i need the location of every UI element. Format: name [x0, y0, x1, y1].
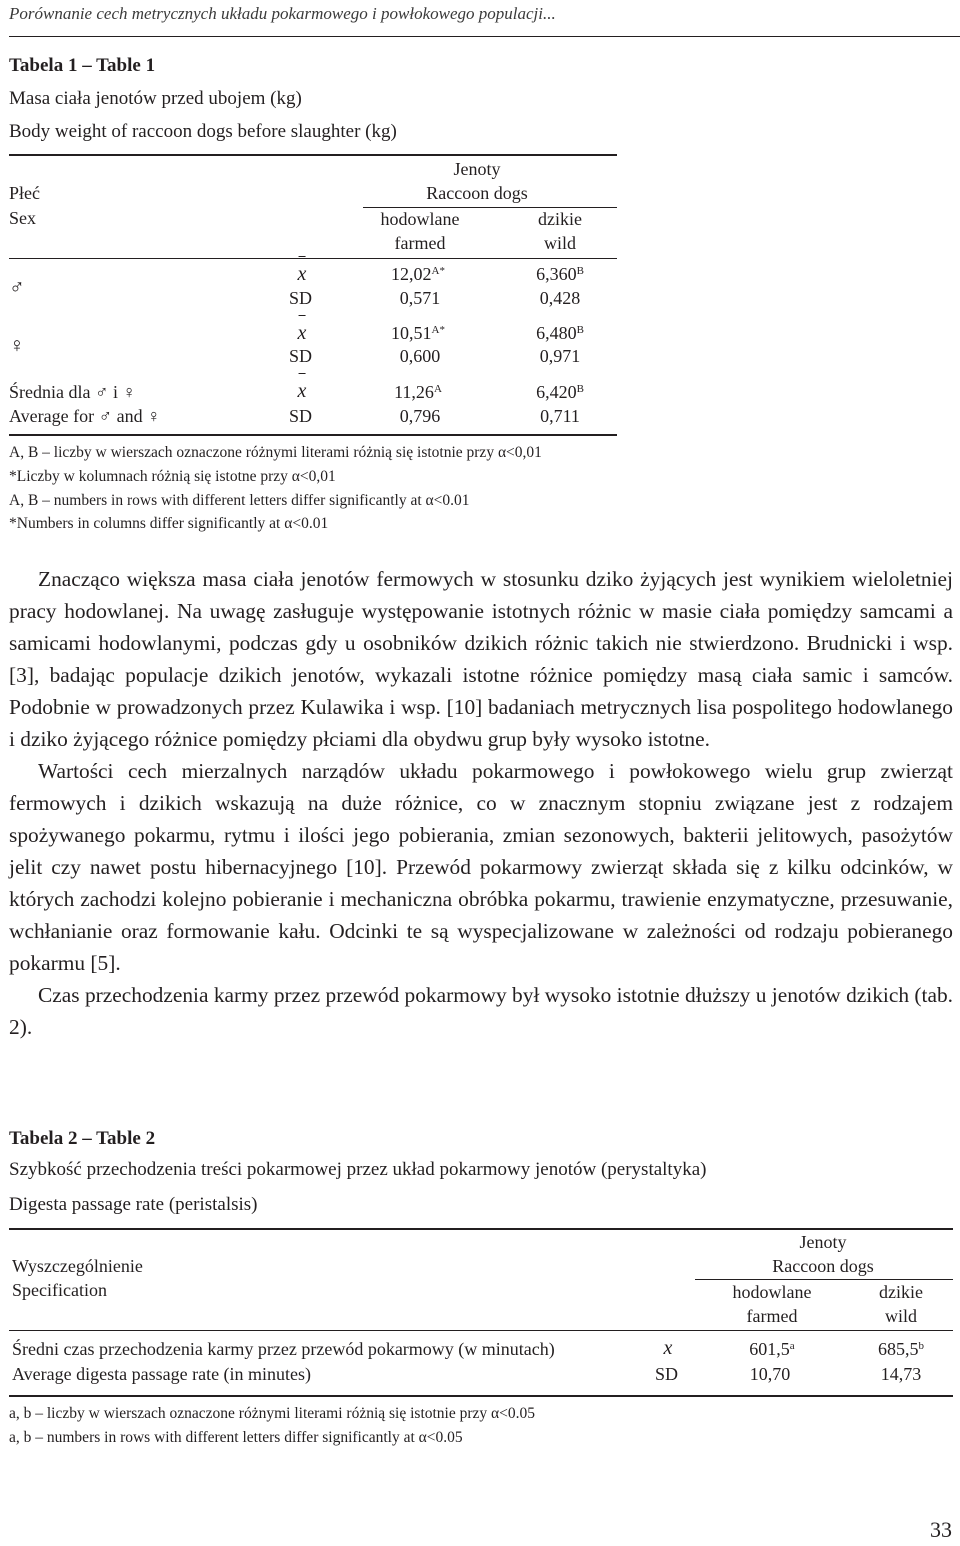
table2-group-rule	[695, 1279, 953, 1280]
table1-note: *Numbers in columns differ significantly at α<0.01	[9, 515, 329, 532]
body-paragraph: Wartości cech mierzalnych narządów układu pokarmowego i powłokowego wielu grup zwierząt fermowych i dzikich wskazują na duże różnice, co w znacznym stopniu związane jest z rodzajem spożywanego pokarmu, rytmu i ilości jego pobierania, zmian sezonowych, bakterii jelitowych, pasożytów jelit czy nawet postu hibernacyjnego [10]. Przewód pokarmowy zwierząt składa się z kilku odcinków, w których zachodzi kolejno pobieranie i mechaniczna obróbka pokarmu, trawienie enzymatyczne, przesuwanie, wchłanianie oraz formowanie kału. Odcinki te są wyspecjalizowane w zależności od rodzaju pobieranego pokarmu [5].	[9, 759, 953, 975]
male-mean-wild: $6,360^B$	[536, 264, 584, 284]
male-mean-farmed: $12,02^{A*}$	[391, 264, 445, 284]
table2-wild-pl: dzikie	[879, 1282, 923, 1302]
body-paragraph: Znacząco większa masa ciała jenotów fermowych w stosunku dziko żyjących jest wynikiem wieloletniej pracy hodowlanej. Na uwagę zasługuje występowanie istotnych różnic w masie ciała pomiędzy samcami a samicami hodowlanymi, podczas gdy u osobników dzikich różnic takich nie stwierdzono. Brudnicki i wsp. [3], badając populacje dzikich jenotów, wykazali istotne różnice pomiędzy masą ciała samic i samców. Podobnie w prowadzonych przez Kulawika i wsp. [10] badaniach metrycznych lisa pospolitego hodowlanego i dziko żyjącego różnice pomiędzy płciami dla obydwu grup były wysoko istotne.	[9, 567, 953, 751]
table1-col-sex-en: Sex	[9, 208, 36, 228]
table2-note: a, b – numbers in rows with different letters differ significantly at α<0.05	[9, 1429, 463, 1446]
body-paragraph: Czas przechodzenia karmy przez przewód pokarmowy był wysoko istotnie dłuższy u jenotów dzikich (tab. 2).	[9, 983, 953, 1039]
sd-label: SD	[289, 406, 313, 426]
table1-col-sex-pl: Płeć	[9, 183, 40, 203]
mean-symbol: x	[297, 380, 307, 402]
avg-mean-wild: $6,420^B$	[536, 382, 584, 402]
mean-symbol: x	[663, 1337, 673, 1359]
table1-note: A, B – liczby w wierszach oznaczone różnymi literami różnią się istotnie przy α<0,01	[9, 444, 542, 461]
avg-label-en: Average for ♂ and ♀	[9, 406, 161, 426]
table2-title: Tabela 2 – Table 2	[9, 1128, 156, 1149]
table1-group-en: Raccoon dogs	[426, 183, 528, 203]
t2-sd-wild: 14,73	[880, 1364, 922, 1384]
body-text	[9, 563, 953, 1043]
table2-header-rule	[9, 1330, 953, 1331]
page-number: 33	[930, 1517, 952, 1542]
male-sd-wild: 0,428	[539, 288, 581, 308]
table1-wild-en: wild	[543, 233, 577, 253]
male-sd-farmed: 0,571	[399, 288, 441, 308]
female-mean-wild: $6,480^B$	[536, 323, 584, 343]
table2-col-spec-pl: Wyszczególnienie	[12, 1256, 143, 1276]
table1-header-rule	[9, 258, 617, 259]
female-symbol-icon: ♀	[9, 333, 25, 357]
avg-label-pl: Średnia dla ♂ i ♀	[9, 382, 136, 402]
table1-wild-pl: dzikie	[538, 209, 582, 229]
table1-title: Tabela 1 – Table 1	[9, 55, 156, 76]
table1-caption-en: Body weight of raccoon dogs before slaughter (kg)	[9, 121, 397, 142]
table1-farmed-pl: hodowlane	[380, 209, 460, 229]
sd-label: SD	[655, 1364, 679, 1384]
table2-top-rule	[9, 1228, 953, 1230]
table2-caption-en: Digesta passage rate (peristalsis)	[9, 1194, 258, 1215]
table2-bottom-rule	[9, 1395, 953, 1397]
female-sd-farmed: 0,600	[399, 346, 441, 366]
running-header: Porównanie cech metrycznych układu pokarmowego i powłokowego populacji...	[9, 4, 556, 23]
table2-farmed-pl: hodowlane	[732, 1282, 812, 1302]
avg-sd-farmed: 0,796	[399, 406, 441, 426]
table2-note: a, b – liczby w wierszach oznaczone różnymi literami różnią się istotnie przy α<0.05	[9, 1405, 536, 1422]
avg-mean-farmed: $11,26^A$	[394, 382, 442, 402]
table1-top-rule	[9, 154, 617, 156]
table2-row-label-en: Average digesta passage rate (in minutes)	[12, 1364, 312, 1384]
avg-sd-wild: 0,711	[540, 406, 580, 426]
table2-row-label-pl: Średni czas przechodzenia karmy przez przewód pokarmowy (w minutach)	[12, 1339, 555, 1359]
table2-wild-en: wild	[884, 1306, 918, 1326]
table1-note: *Liczby w kolumnach różnią się istotne przy α<0,01	[9, 468, 336, 485]
table1-note: A, B – numbers in rows with different letters differ significantly at α<0.01	[9, 492, 470, 509]
table2-group-pl: Jenoty	[799, 1232, 847, 1252]
sd-label: SD	[289, 346, 313, 366]
mean-symbol: x	[297, 322, 307, 344]
table1-bottom-rule	[9, 434, 617, 436]
table2-caption-pl: Szybkość przechodzenia treści pokarmowej przez układ pokarmowy jenotów (perystaltyka)	[9, 1159, 707, 1180]
male-symbol-icon: ♂	[9, 275, 25, 299]
header-rule	[9, 36, 960, 37]
table1-group-pl: Jenoty	[453, 159, 501, 179]
mean-symbol: x	[297, 263, 307, 285]
table2-group-en: Raccoon dogs	[772, 1256, 874, 1276]
t2-sd-farmed: 10,70	[749, 1364, 791, 1384]
female-sd-wild: 0,971	[539, 346, 581, 366]
table2-col-spec-en: Specification	[12, 1280, 107, 1300]
table2-farmed-en: farmed	[746, 1306, 798, 1326]
sd-label: SD	[289, 288, 313, 308]
t2-mean-farmed: 601,5$^a$	[749, 1339, 795, 1359]
table1-group-rule	[363, 207, 617, 208]
female-mean-farmed: $10,51^{A*}$	[391, 323, 445, 343]
t2-mean-wild: 685,5$^b$	[878, 1339, 924, 1359]
table1-farmed-en: farmed	[394, 233, 446, 253]
table1-caption-pl: Masa ciała jenotów przed ubojem (kg)	[9, 88, 302, 109]
